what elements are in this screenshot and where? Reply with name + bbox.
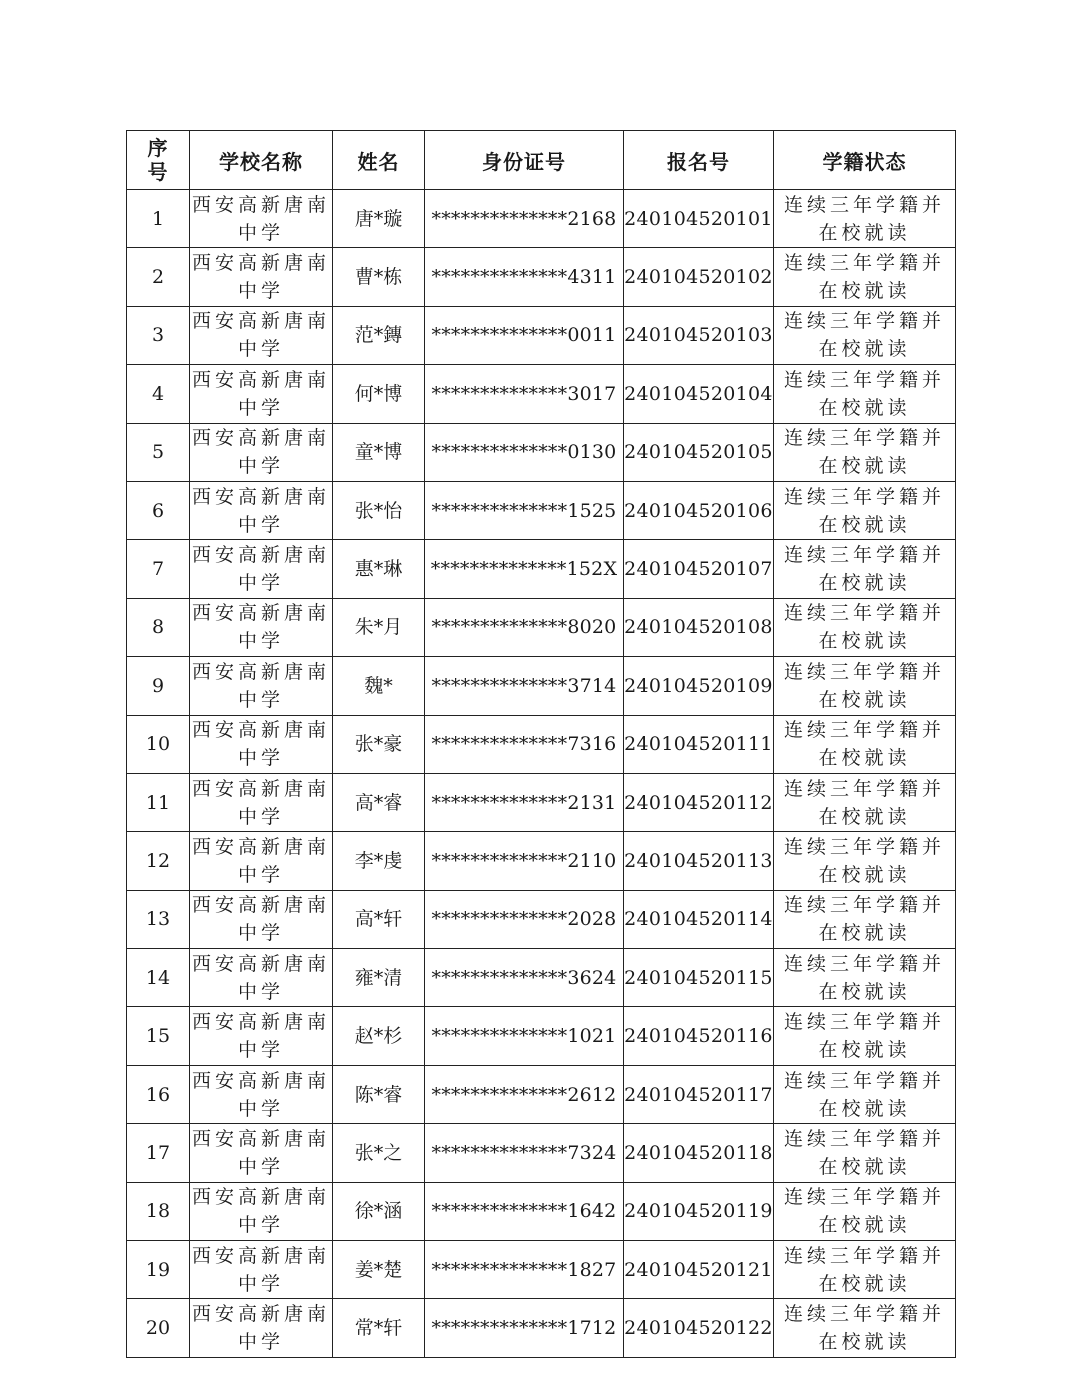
table-row xyxy=(127,1124,956,1182)
header-school-name: 学校名称 xyxy=(190,131,333,190)
table-row xyxy=(127,306,956,364)
cell-registration-number: 240104520106 xyxy=(624,481,774,539)
table-row xyxy=(127,190,956,248)
cell-id-number: **************1642 xyxy=(425,1182,624,1240)
cell-registration-number: 240104520105 xyxy=(624,423,774,481)
cell-student-name: 赵*杉 xyxy=(333,1007,425,1065)
cell-id-number: **************4311 xyxy=(425,248,624,306)
cell-enrollment-status: 连续三年学籍并在校就读 xyxy=(774,423,956,481)
cell-registration-number: 240104520112 xyxy=(624,773,774,831)
cell-enrollment-status: 连续三年学籍并在校就读 xyxy=(774,715,956,773)
cell-serial-number: 7 xyxy=(127,540,190,598)
cell-student-name: 陈*睿 xyxy=(333,1065,425,1123)
cell-serial-number: 8 xyxy=(127,598,190,656)
cell-school-name: 西安高新唐南中学 xyxy=(190,657,333,715)
cell-enrollment-status: 连续三年学籍并在校就读 xyxy=(774,306,956,364)
table-row xyxy=(127,598,956,656)
table-row xyxy=(127,365,956,423)
cell-school-name: 西安高新唐南中学 xyxy=(190,190,333,248)
cell-serial-number: 12 xyxy=(127,832,190,890)
cell-serial-number: 1 xyxy=(127,190,190,248)
table-row xyxy=(127,773,956,831)
cell-registration-number: 240104520108 xyxy=(624,598,774,656)
header-registration-number: 报名号 xyxy=(624,131,774,190)
cell-serial-number: 2 xyxy=(127,248,190,306)
cell-school-name: 西安高新唐南中学 xyxy=(190,306,333,364)
table-row xyxy=(127,715,956,773)
cell-student-name: 张*豪 xyxy=(333,715,425,773)
cell-id-number: **************2168 xyxy=(425,190,624,248)
cell-student-name: 高*睿 xyxy=(333,773,425,831)
cell-serial-number: 5 xyxy=(127,423,190,481)
cell-school-name: 西安高新唐南中学 xyxy=(190,773,333,831)
cell-school-name: 西安高新唐南中学 xyxy=(190,1299,333,1357)
cell-id-number: **************7324 xyxy=(425,1124,624,1182)
cell-school-name: 西安高新唐南中学 xyxy=(190,890,333,948)
cell-student-name: 张*之 xyxy=(333,1124,425,1182)
cell-enrollment-status: 连续三年学籍并在校就读 xyxy=(774,598,956,656)
cell-id-number: **************0011 xyxy=(425,306,624,364)
cell-enrollment-status: 连续三年学籍并在校就读 xyxy=(774,773,956,831)
cell-enrollment-status: 连续三年学籍并在校就读 xyxy=(774,190,956,248)
cell-id-number: **************3017 xyxy=(425,365,624,423)
cell-school-name: 西安高新唐南中学 xyxy=(190,1124,333,1182)
cell-student-name: 姜*楚 xyxy=(333,1241,425,1299)
cell-student-name: 雍*清 xyxy=(333,949,425,1007)
cell-school-name: 西安高新唐南中学 xyxy=(190,1241,333,1299)
cell-registration-number: 240104520107 xyxy=(624,540,774,598)
cell-id-number: **************2028 xyxy=(425,890,624,948)
table-row xyxy=(127,832,956,890)
cell-serial-number: 18 xyxy=(127,1182,190,1240)
cell-serial-number: 17 xyxy=(127,1124,190,1182)
cell-enrollment-status: 连续三年学籍并在校就读 xyxy=(774,1065,956,1123)
cell-school-name: 西安高新唐南中学 xyxy=(190,1007,333,1065)
table-row xyxy=(127,1065,956,1123)
cell-enrollment-status: 连续三年学籍并在校就读 xyxy=(774,365,956,423)
cell-id-number: **************1525 xyxy=(425,481,624,539)
cell-enrollment-status: 连续三年学籍并在校就读 xyxy=(774,1124,956,1182)
cell-registration-number: 240104520119 xyxy=(624,1182,774,1240)
cell-serial-number: 16 xyxy=(127,1065,190,1123)
table-row xyxy=(127,423,956,481)
header-id-number: 身份证号 xyxy=(425,131,624,190)
cell-id-number: **************3624 xyxy=(425,949,624,1007)
cell-enrollment-status: 连续三年学籍并在校就读 xyxy=(774,1007,956,1065)
cell-student-name: 唐*璇 xyxy=(333,190,425,248)
cell-student-name: 徐*涵 xyxy=(333,1182,425,1240)
cell-registration-number: 240104520109 xyxy=(624,657,774,715)
cell-registration-number: 240104520116 xyxy=(624,1007,774,1065)
cell-id-number: **************3714 xyxy=(425,657,624,715)
header-serial-number: 序号 xyxy=(127,131,190,190)
cell-registration-number: 240104520113 xyxy=(624,832,774,890)
cell-school-name: 西安高新唐南中学 xyxy=(190,481,333,539)
cell-registration-number: 240104520115 xyxy=(624,949,774,1007)
cell-school-name: 西安高新唐南中学 xyxy=(190,365,333,423)
student-roster-table xyxy=(126,130,956,1358)
cell-id-number: **************2131 xyxy=(425,773,624,831)
cell-id-number: **************8020 xyxy=(425,598,624,656)
cell-registration-number: 240104520102 xyxy=(624,248,774,306)
cell-enrollment-status: 连续三年学籍并在校就读 xyxy=(774,540,956,598)
cell-serial-number: 9 xyxy=(127,657,190,715)
cell-enrollment-status: 连续三年学籍并在校就读 xyxy=(774,832,956,890)
table-row xyxy=(127,481,956,539)
cell-student-name: 惠*琳 xyxy=(333,540,425,598)
cell-school-name: 西安高新唐南中学 xyxy=(190,598,333,656)
cell-id-number: **************1827 xyxy=(425,1241,624,1299)
cell-enrollment-status: 连续三年学籍并在校就读 xyxy=(774,890,956,948)
cell-school-name: 西安高新唐南中学 xyxy=(190,832,333,890)
cell-serial-number: 13 xyxy=(127,890,190,948)
cell-school-name: 西安高新唐南中学 xyxy=(190,715,333,773)
cell-school-name: 西安高新唐南中学 xyxy=(190,540,333,598)
cell-id-number: **************1712 xyxy=(425,1299,624,1357)
table-row xyxy=(127,890,956,948)
cell-id-number: **************152X xyxy=(425,540,624,598)
cell-student-name: 李*虔 xyxy=(333,832,425,890)
header-student-name: 姓名 xyxy=(333,131,425,190)
cell-serial-number: 20 xyxy=(127,1299,190,1357)
cell-registration-number: 240104520121 xyxy=(624,1241,774,1299)
cell-enrollment-status: 连续三年学籍并在校就读 xyxy=(774,657,956,715)
table-row xyxy=(127,1007,956,1065)
table-row xyxy=(127,657,956,715)
cell-serial-number: 14 xyxy=(127,949,190,1007)
table-row xyxy=(127,1182,956,1240)
cell-student-name: 高*轩 xyxy=(333,890,425,948)
cell-serial-number: 15 xyxy=(127,1007,190,1065)
table-row xyxy=(127,1299,956,1357)
cell-serial-number: 19 xyxy=(127,1241,190,1299)
cell-id-number: **************2612 xyxy=(425,1065,624,1123)
cell-id-number: **************7316 xyxy=(425,715,624,773)
cell-student-name: 何*博 xyxy=(333,365,425,423)
cell-registration-number: 240104520101 xyxy=(624,190,774,248)
cell-enrollment-status: 连续三年学籍并在校就读 xyxy=(774,481,956,539)
cell-registration-number: 240104520103 xyxy=(624,306,774,364)
cell-serial-number: 11 xyxy=(127,773,190,831)
cell-school-name: 西安高新唐南中学 xyxy=(190,423,333,481)
cell-student-name: 曹*栋 xyxy=(333,248,425,306)
cell-enrollment-status: 连续三年学籍并在校就读 xyxy=(774,248,956,306)
cell-enrollment-status: 连续三年学籍并在校就读 xyxy=(774,949,956,1007)
cell-student-name: 童*博 xyxy=(333,423,425,481)
cell-registration-number: 240104520104 xyxy=(624,365,774,423)
cell-registration-number: 240104520118 xyxy=(624,1124,774,1182)
cell-serial-number: 6 xyxy=(127,481,190,539)
cell-id-number: **************2110 xyxy=(425,832,624,890)
table-body xyxy=(127,190,956,1358)
cell-student-name: 魏* xyxy=(333,657,425,715)
table-row xyxy=(127,1241,956,1299)
cell-student-name: 常*轩 xyxy=(333,1299,425,1357)
cell-school-name: 西安高新唐南中学 xyxy=(190,1065,333,1123)
cell-school-name: 西安高新唐南中学 xyxy=(190,949,333,1007)
cell-registration-number: 240104520111 xyxy=(624,715,774,773)
cell-registration-number: 240104520117 xyxy=(624,1065,774,1123)
cell-student-name: 张*怡 xyxy=(333,481,425,539)
cell-enrollment-status: 连续三年学籍并在校就读 xyxy=(774,1241,956,1299)
cell-student-name: 范*鏄 xyxy=(333,306,425,364)
cell-enrollment-status: 连续三年学籍并在校就读 xyxy=(774,1299,956,1357)
cell-registration-number: 240104520114 xyxy=(624,890,774,948)
cell-school-name: 西安高新唐南中学 xyxy=(190,1182,333,1240)
cell-student-name: 朱*月 xyxy=(333,598,425,656)
table-header-row xyxy=(127,131,956,190)
cell-id-number: **************0130 xyxy=(425,423,624,481)
header-enrollment-status: 学籍状态 xyxy=(774,131,956,190)
table-row xyxy=(127,540,956,598)
table-row xyxy=(127,248,956,306)
cell-enrollment-status: 连续三年学籍并在校就读 xyxy=(774,1182,956,1240)
cell-serial-number: 4 xyxy=(127,365,190,423)
cell-school-name: 西安高新唐南中学 xyxy=(190,248,333,306)
cell-serial-number: 10 xyxy=(127,715,190,773)
table-row xyxy=(127,949,956,1007)
cell-registration-number: 240104520122 xyxy=(624,1299,774,1357)
cell-id-number: **************1021 xyxy=(425,1007,624,1065)
cell-serial-number: 3 xyxy=(127,306,190,364)
